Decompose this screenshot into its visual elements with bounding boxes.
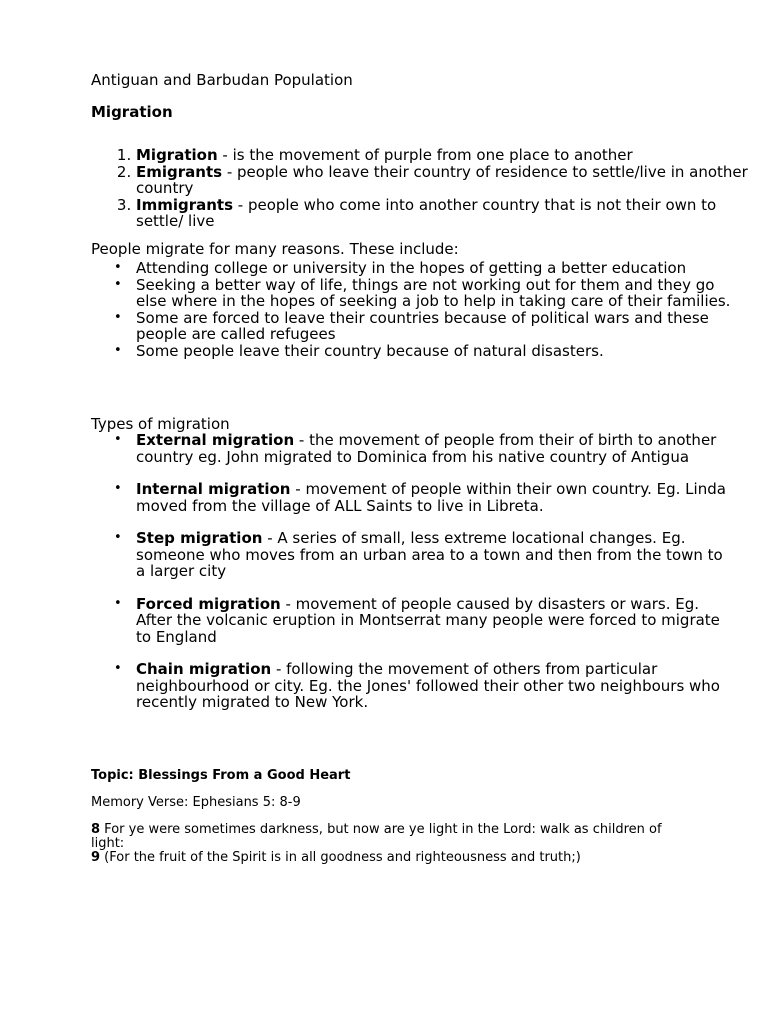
type-text: - movement of people within their own country. Eg. Linda moved from the village of ALL Saints to live in Libreta.	[136, 480, 726, 515]
definition-separator: -	[233, 195, 248, 214]
definition-term: Immigrants	[136, 195, 234, 214]
bullet-icon: •	[114, 595, 122, 611]
definition-text: people who leave their country of residence to settle/live in another country	[136, 162, 748, 197]
bullet-icon: •	[114, 661, 122, 676]
verse-number: 8	[91, 822, 101, 837]
list-item-text: Attending college or university in the hopes of getting a better education	[136, 259, 687, 277]
definition-text: is the movement of purple from one place to another	[232, 146, 633, 164]
verses-block	[91, 823, 691, 865]
type-term: Internal migration	[136, 480, 291, 498]
definition-item	[136, 147, 756, 164]
list-item	[114, 275, 736, 310]
types-heading: Types of migration	[91, 415, 230, 433]
bullet-icon: •	[114, 530, 122, 545]
definition-text: people who come into another country that is not their own to settle/ live	[136, 195, 717, 230]
list-item	[114, 431, 736, 466]
memory-verse: Memory Verse: Ephesians 5: 8-9	[91, 795, 301, 810]
bullet-icon: •	[114, 276, 122, 292]
section-heading: Migration	[91, 103, 173, 121]
reasons-list	[91, 260, 736, 359]
bullet-icon: •	[114, 481, 122, 496]
definition-separator: -	[222, 162, 238, 181]
type-text: - the movement of people from their of birth to another country eg. John migrated to Dominica from his native country of Antigua	[136, 431, 717, 466]
migration-types-list	[91, 432, 736, 727]
verse-text: (For the fruit of the Spirit is in all goodness and righteousness and truth;)	[100, 850, 581, 865]
list-item	[114, 594, 736, 646]
bullet-icon: •	[114, 432, 122, 447]
list-item	[114, 660, 736, 711]
type-term: External migration	[136, 431, 295, 449]
list-item	[114, 480, 736, 515]
type-term: Forced migration	[136, 594, 281, 613]
type-text: - following the movement of others from particular neighbourhood or city. Eg. the Jones' followed their other two neighbours who recently migrated to New York.	[136, 660, 720, 711]
type-text: - A series of small, less extreme locational changes. Eg. someone who moves from an urban area to a town and then from the town to a larger city	[136, 529, 723, 580]
definition-list	[91, 147, 756, 230]
verse-text: For ye were sometimes darkness, but now are ye light in the Lord: walk as children of light:	[91, 822, 662, 851]
verse-number: 9	[91, 850, 101, 865]
list-item	[114, 259, 736, 277]
list-item-text: Seeking a better way of life, things are not working out for them and they go else where in the hopes of seeking a job to help in taking care of their families.	[136, 275, 731, 310]
list-item	[114, 529, 736, 580]
bullet-icon: •	[114, 260, 122, 275]
definition-term: Emigrants	[136, 162, 223, 181]
verse-line	[91, 851, 691, 865]
bullet-icon: •	[114, 342, 122, 358]
definition-item	[136, 197, 756, 230]
type-term: Chain migration	[136, 660, 272, 678]
definition-separator: -	[217, 146, 233, 164]
list-item	[114, 341, 736, 360]
list-item-text: Some people leave their country because of natural disasters.	[136, 341, 604, 360]
bullet-icon: •	[114, 309, 122, 325]
reasons-intro: People migrate for many reasons. These include:	[91, 240, 459, 258]
topic-heading: Topic: Blessings From a Good Heart	[91, 768, 351, 783]
list-item-text: Some are forced to leave their countries because of political wars and these people are called refugees	[136, 308, 709, 343]
type-text: - movement of people caused by disasters or wars. Eg. After the volcanic eruption in Montserrat many people were forced to migrate to England	[136, 594, 720, 646]
list-item	[114, 308, 736, 343]
verse-line	[91, 823, 691, 851]
definition-item	[136, 164, 756, 197]
definition-term: Migration	[136, 146, 218, 164]
type-term: Step migration	[136, 529, 263, 547]
document-title: Antiguan and Barbudan Population	[91, 71, 353, 89]
